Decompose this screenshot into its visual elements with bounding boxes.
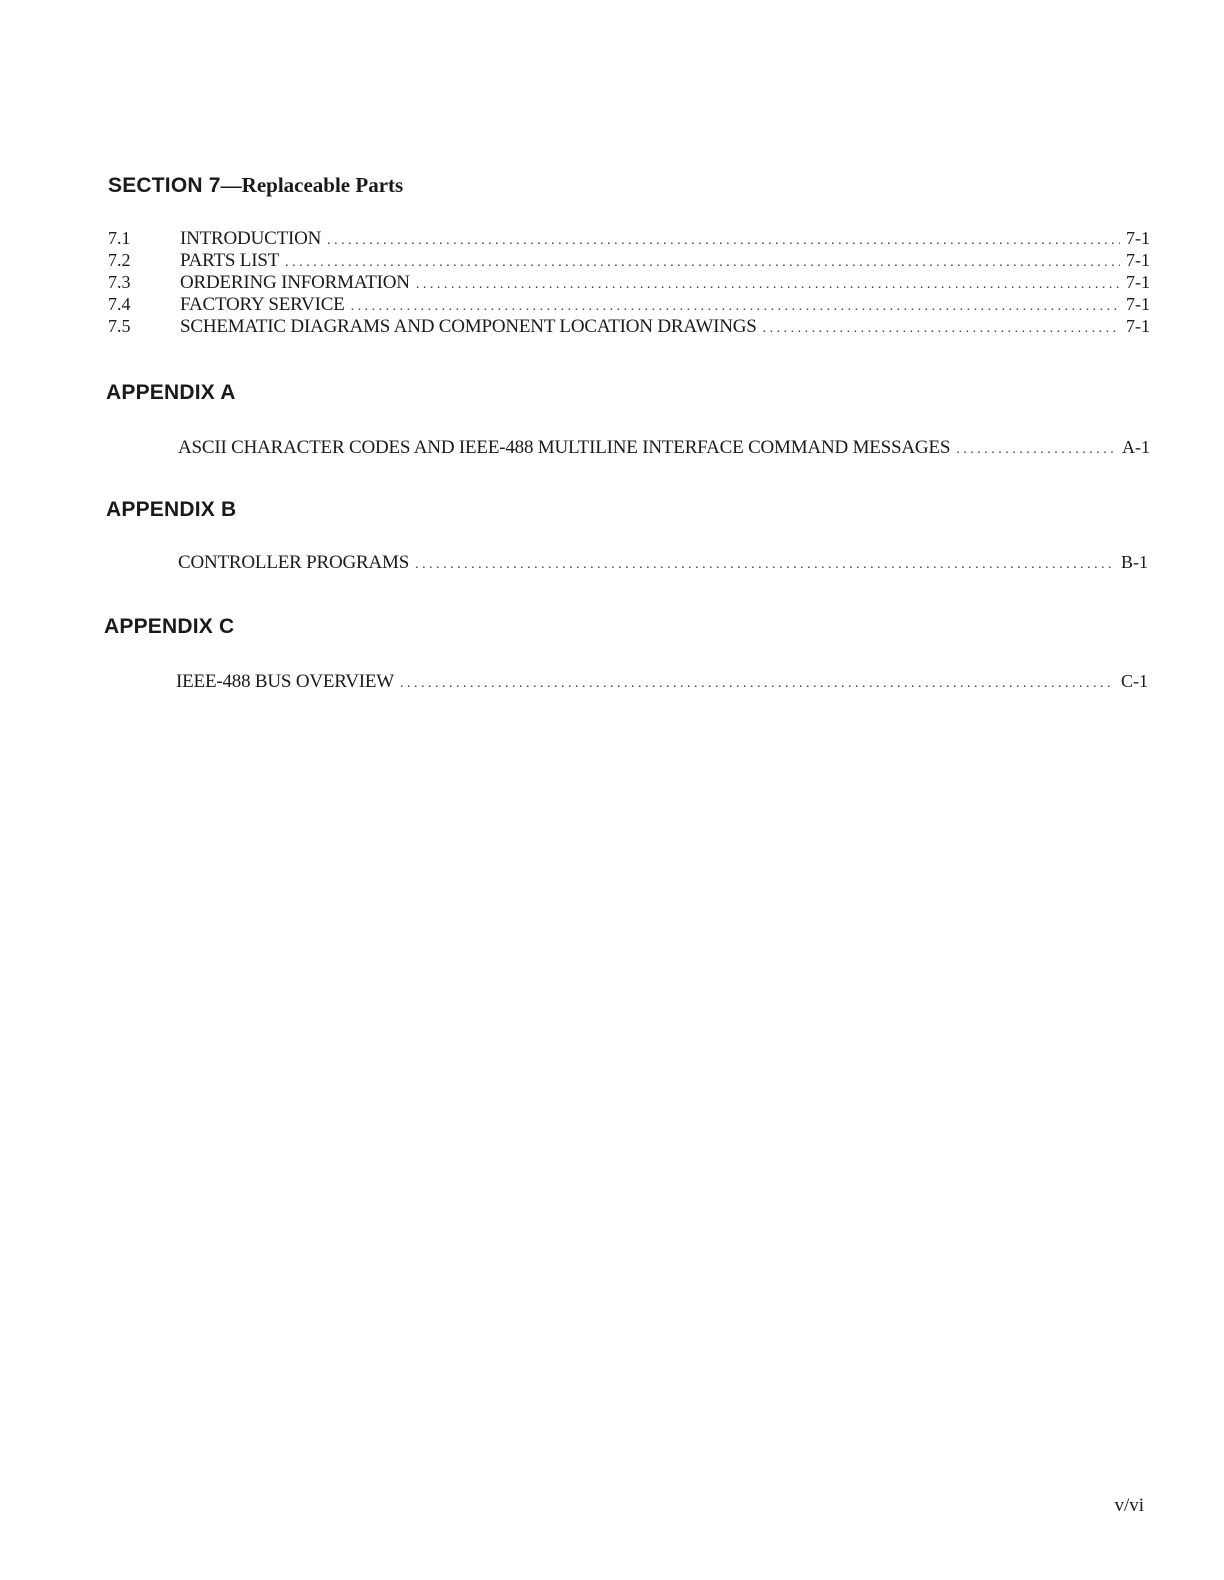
toc-entry-page: 7-1 [1126, 272, 1150, 292]
toc-entry-number: 7.3 [108, 272, 131, 292]
toc-entry-number: 7.4 [108, 294, 131, 314]
dot-leader [400, 673, 1115, 695]
toc-entry-title: FACTORY SERVICE [180, 294, 345, 315]
appendix-b-heading [106, 496, 236, 523]
toc-entry-page: 7-1 [1126, 316, 1150, 336]
toc-entry-page: 7-1 [1126, 228, 1150, 248]
toc-entry-title: SCHEMATIC DIAGRAMS AND COMPONENT LOCATION DRAWINGS [180, 316, 757, 337]
toc-entry-title: ASCII CHARACTER CODES AND IEEE-488 MULTILINE INTERFACE COMMAND MESSAGES [178, 437, 951, 458]
toc-entry-appendix-c[interactable] [176, 670, 1148, 692]
toc-entry-number: 7.2 [108, 250, 131, 270]
dot-leader [763, 318, 1120, 340]
appendix-c-heading-text: APPENDIX C [104, 615, 235, 638]
toc-entry-7-1[interactable] [108, 227, 1150, 249]
section-7-heading-suffix: —Replaceable Parts [220, 173, 404, 197]
toc-entry-page: B-1 [1121, 552, 1148, 572]
toc-entry-title: INTRODUCTION [180, 228, 322, 249]
toc-entry-title: IEEE-488 BUS OVERVIEW [176, 671, 395, 692]
toc-entry-7-5[interactable] [108, 315, 1150, 337]
dot-leader [956, 439, 1116, 461]
toc-entry-7-2[interactable] [108, 249, 1150, 271]
section-7-heading-prefix: SECTION 7 [108, 174, 221, 197]
toc-entry-page: C-1 [1121, 671, 1148, 691]
page-folio: v/vi [1114, 1495, 1144, 1516]
appendix-c-heading [104, 613, 234, 640]
section-7-heading [108, 172, 403, 199]
toc-entry-page: 7-1 [1126, 250, 1150, 270]
toc-entry-page: 7-1 [1126, 294, 1150, 314]
toc-entry-page: A-1 [1122, 437, 1150, 457]
dot-leader [415, 554, 1115, 576]
toc-entry-number: 7.5 [108, 316, 131, 336]
toc-entry-7-3[interactable] [108, 271, 1150, 293]
toc-entry-number: 7.1 [108, 228, 131, 248]
appendix-b-heading-text: APPENDIX B [106, 498, 237, 521]
toc-entry-7-4[interactable] [108, 293, 1150, 315]
appendix-a-heading-text: APPENDIX A [106, 381, 236, 404]
toc-entry-title: PARTS LIST [180, 250, 280, 271]
toc-entry-title: CONTROLLER PROGRAMS [178, 552, 410, 573]
toc-entry-title: ORDERING INFORMATION [180, 272, 410, 293]
toc-entry-appendix-a[interactable] [178, 436, 1150, 458]
toc-entry-appendix-b[interactable] [178, 551, 1148, 573]
appendix-a-heading [106, 379, 236, 406]
